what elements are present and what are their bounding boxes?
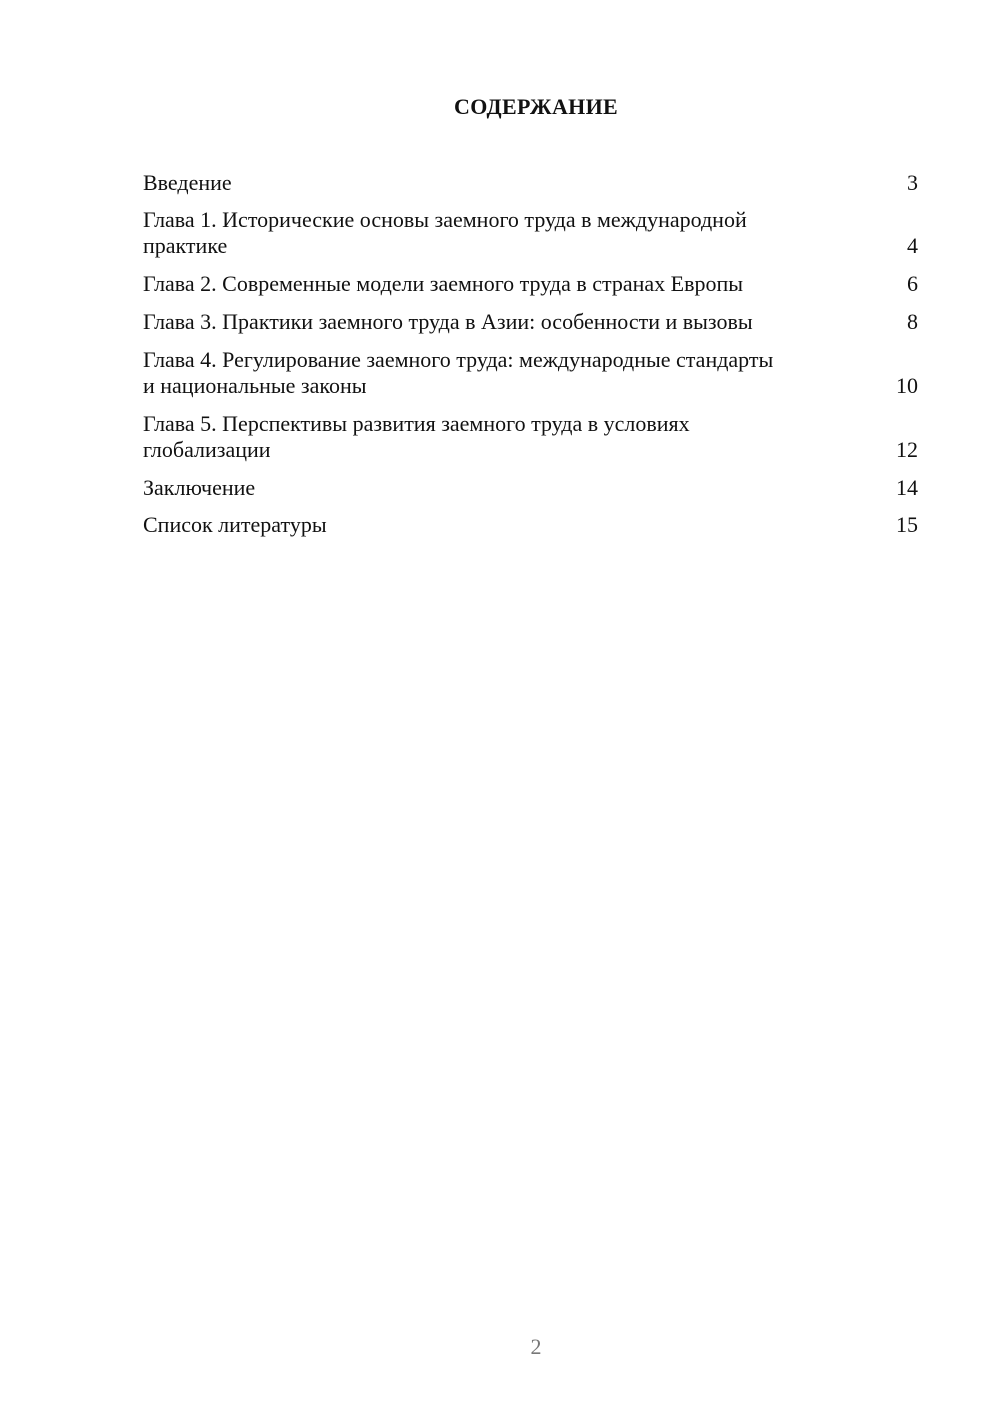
- table-of-contents: [143, 170, 918, 549]
- toc-entry-chapter-2[interactable]: [143, 271, 918, 297]
- toc-entry-label: Глава 3. Практики заемного труда в Азии: особенности и вызовы: [143, 309, 753, 334]
- toc-entry-label: Глава 4. Регулирование заемного труда: международные стандарты и национальные законы: [143, 347, 774, 398]
- toc-entry-label: Список литературы: [143, 512, 327, 537]
- toc-entry-page: 6: [907, 271, 918, 296]
- toc-entry-label: Заключение: [143, 475, 256, 500]
- toc-entry-page: 12: [896, 437, 918, 462]
- toc-entry-conclusion[interactable]: [143, 475, 918, 501]
- toc-entry-bibliography[interactable]: [143, 512, 918, 538]
- toc-entry-chapter-3[interactable]: [143, 309, 918, 335]
- toc-title: СОДЕРЖАНИЕ: [454, 94, 618, 119]
- toc-entry-page: 15: [896, 512, 918, 537]
- toc-entry-page: 4: [907, 233, 918, 258]
- toc-entry-page: 8: [907, 309, 918, 334]
- toc-entry-chapter-1[interactable]: [143, 207, 918, 259]
- toc-entry-label: Глава 5. Перспективы развития заемного труда в условиях глобализации: [143, 411, 690, 462]
- toc-entry-introduction[interactable]: [143, 170, 918, 196]
- toc-entry-page: 14: [896, 475, 918, 500]
- toc-entry-chapter-5[interactable]: [143, 411, 918, 463]
- toc-entry-label: Глава 2. Современные модели заемного труда в странах Европы: [143, 271, 744, 296]
- toc-entry-page: 10: [896, 373, 918, 398]
- page-number: 2: [530, 1334, 542, 1359]
- toc-entry-label: Введение: [143, 170, 232, 195]
- toc-entry-chapter-4[interactable]: [143, 347, 918, 399]
- toc-entry-label: Глава 1. Исторические основы заемного труда в международной практике: [143, 207, 747, 258]
- toc-entry-page: 3: [907, 170, 918, 195]
